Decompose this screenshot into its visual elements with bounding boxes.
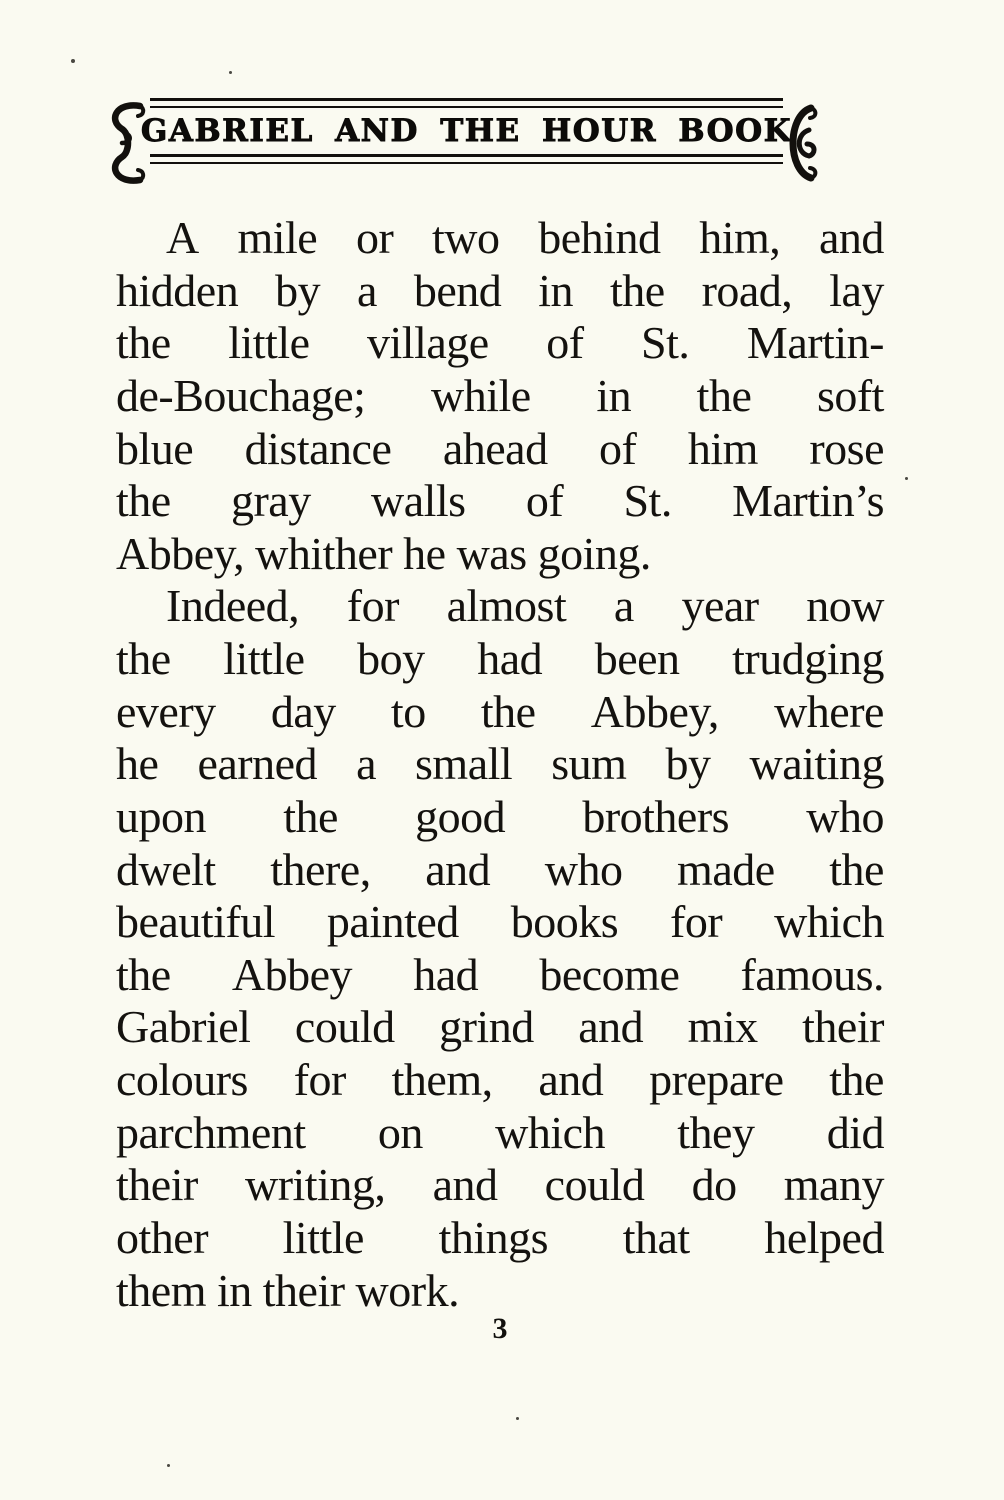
text-line: the gray walls of St. Martin’s: [116, 475, 884, 527]
text-line: blue distance ahead of him rose: [116, 422, 884, 474]
text-line: de-Bouchage; while in the soft: [116, 369, 884, 421]
text-line: the Abbey had become famous.: [116, 948, 884, 1000]
text-line: beautiful painted books for which: [116, 896, 884, 948]
text-line: hidden by a bend in the road, lay: [116, 264, 884, 316]
scan-speck: [229, 71, 232, 74]
text-line: he earned a small sum by waiting: [116, 738, 884, 790]
top-rule-thick: [150, 98, 783, 101]
bottom-rule-thick: [150, 154, 783, 157]
scan-speck: [71, 59, 75, 63]
text-line: other little things that helped: [116, 1211, 884, 1263]
text-line: them in their work.: [116, 1264, 460, 1316]
text-line: the little boy had been trudging: [116, 633, 884, 684]
bottom-rule-thin: [150, 162, 783, 164]
chapter-header-banner: [106, 98, 824, 190]
page-number: 3: [492, 1312, 508, 1345]
text-line: their writing, and could do many: [116, 1159, 884, 1211]
text-line: every day to the Abbey, where: [116, 685, 884, 737]
text-line: A mile or two behind him, and: [166, 212, 884, 263]
text-line: dwelt there, and who made the: [116, 843, 884, 895]
page-title: GABRIEL AND THE HOUR BOOK: [140, 113, 793, 149]
banner-rules-and-title: [140, 98, 793, 164]
text-line: parchment on which they did: [116, 1106, 884, 1158]
scan-speck: [905, 477, 908, 480]
text-line: Indeed, for almost a year now: [166, 580, 884, 632]
text-line: upon the good brothers who: [116, 790, 884, 842]
text-line: Abbey, whither he was going.: [116, 527, 651, 579]
scan-speck: [516, 1417, 519, 1420]
text-line: the little village of St. Martin-: [116, 317, 884, 369]
scan-speck: [167, 1464, 170, 1467]
body-text: [116, 212, 884, 1317]
text-line: Gabriel could grind and mix their: [116, 1001, 884, 1053]
right-scroll-ornament-icon: [783, 100, 823, 186]
text-line: colours for them, and prepare the: [116, 1054, 884, 1105]
